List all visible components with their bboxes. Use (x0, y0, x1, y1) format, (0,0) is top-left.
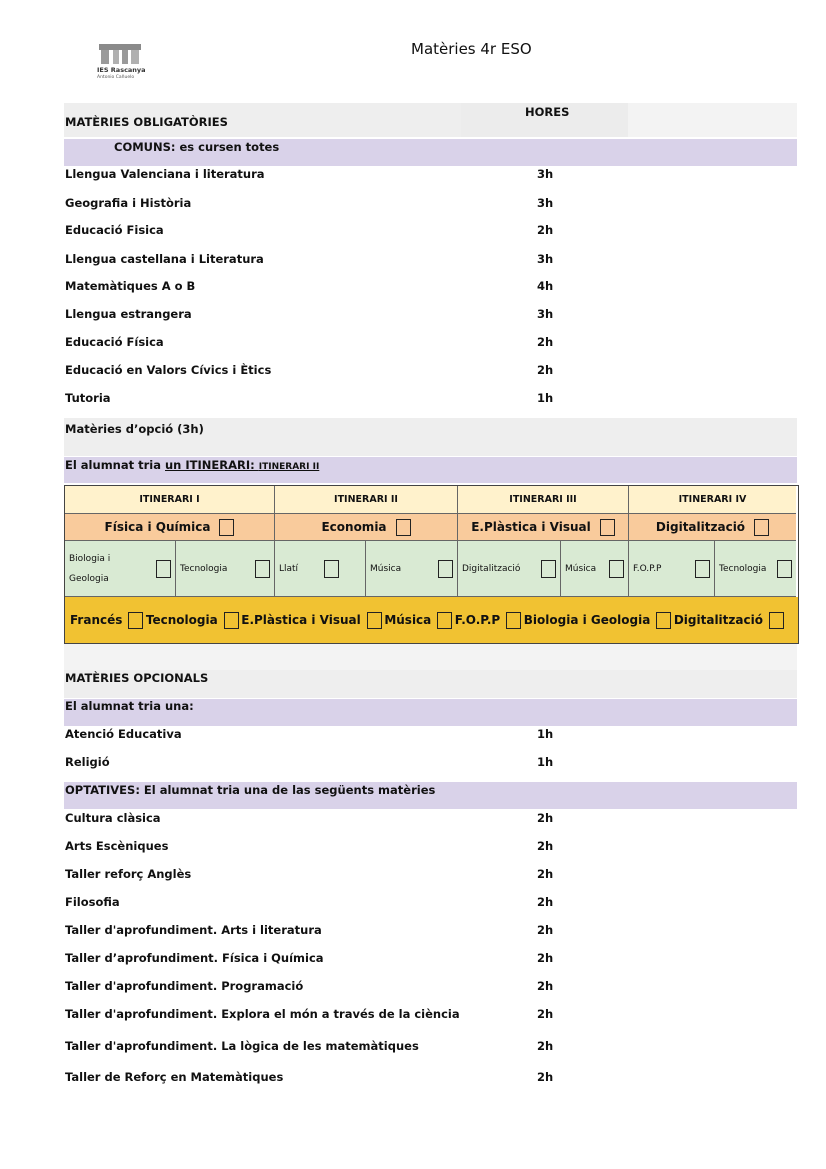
choose-prefix: El alumnat tria (65, 458, 165, 472)
subject-hours: 1h (537, 755, 554, 769)
core-subject-cell[interactable] (458, 514, 629, 541)
optatives-label: OPTATIVES: El alumnat tria una de las següents matèries (65, 783, 436, 797)
pair-subject-cell[interactable] (629, 541, 715, 597)
itinerary-choice-text (65, 458, 319, 472)
subject-hours: 3h (537, 167, 554, 181)
checkbox[interactable] (769, 612, 784, 629)
subject-name: Llengua castellana i Literatura (65, 252, 264, 266)
subject-name: Llengua Valenciana i literatura (65, 167, 265, 181)
logo-text: IES Rascanya (97, 66, 146, 74)
subject-name: Educació Fisica (65, 223, 164, 237)
extra-options-row (65, 597, 798, 643)
core-subject-cell[interactable] (629, 514, 796, 541)
logo-subtext: Antonio Cañuelo (97, 75, 135, 80)
optative-name: Taller d'aprofundiment. Programació (65, 979, 304, 993)
extra-option[interactable] (70, 612, 143, 629)
extra-option[interactable] (384, 612, 452, 629)
pair-subject-label: Música (565, 563, 597, 574)
checkbox[interactable] (506, 612, 521, 629)
checkbox[interactable] (600, 519, 615, 536)
pair-subject-cell[interactable] (561, 541, 629, 597)
school-logo (97, 44, 145, 82)
pair-subject-label: Digitalització (462, 563, 521, 574)
checkbox[interactable] (396, 519, 411, 536)
checkbox[interactable] (777, 560, 792, 578)
extra-option-label: Digitalització (673, 613, 763, 627)
extra-option-label: Música (384, 613, 432, 627)
header-filler (628, 103, 797, 137)
core-subject-cell[interactable] (275, 514, 458, 541)
checkbox[interactable] (656, 612, 671, 629)
optative-name: Arts Escèniques (65, 839, 169, 853)
optative-hours: 2h (537, 811, 554, 825)
subject-name: Tutoria (65, 391, 111, 405)
optional-heading: MATÈRIES OPCIONALS (65, 671, 209, 685)
optative-hours: 2h (537, 951, 554, 965)
itinerary-header: ITINERARI II (275, 486, 458, 514)
optative-name: Taller de Reforç en Matemàtiques (65, 1070, 284, 1084)
optative-hours: 2h (537, 1039, 554, 1053)
extra-option[interactable] (241, 612, 382, 629)
core-subject-cell[interactable] (65, 514, 275, 541)
checkbox[interactable] (128, 612, 143, 629)
optative-hours: 2h (537, 1070, 554, 1084)
itinerary-header: ITINERARI IV (629, 486, 796, 514)
core-subject-label: Digitalització (655, 520, 746, 534)
checkbox[interactable] (219, 519, 234, 536)
common-label: COMUNS: es cursen totes (114, 140, 280, 154)
checkbox[interactable] (156, 560, 171, 578)
subject-name: Matemàtiques A o B (65, 279, 196, 293)
pair-subject-cell[interactable] (458, 541, 561, 597)
pair-subject-cell[interactable] (275, 541, 366, 597)
optative-name: Taller reforç Anglès (65, 867, 192, 881)
subject-name: Educació Física (65, 335, 164, 349)
extra-option[interactable] (674, 612, 784, 629)
optative-name: Cultura clàsica (65, 811, 161, 825)
itinerary-table (64, 485, 799, 644)
pair-subject-label: F.O.P.P (633, 563, 662, 574)
pair-subject-label: Tecnologia (180, 563, 228, 574)
extra-option[interactable] (146, 612, 239, 629)
obligatory-heading: MATÈRIES OBLIGATÒRIES (65, 115, 228, 129)
subject-name: Religió (65, 755, 110, 769)
checkbox[interactable] (541, 560, 556, 578)
checkbox[interactable] (324, 560, 339, 578)
checkbox[interactable] (255, 560, 270, 578)
itinerary-header: ITINERARI III (458, 486, 629, 514)
optative-hours: 2h (537, 867, 554, 881)
spacer-band (64, 644, 797, 670)
pair-subject-cell[interactable] (366, 541, 458, 597)
optative-hours: 2h (537, 895, 554, 909)
checkbox[interactable] (754, 519, 769, 536)
choose-main: un ITINERARI: (165, 458, 259, 472)
optative-hours: 2h (537, 979, 554, 993)
subject-hours: 3h (537, 307, 554, 321)
optative-name: Taller d’aprofundiment. Física i Química (65, 951, 324, 965)
extra-option-label: Francés (70, 613, 123, 627)
optative-hours: 2h (537, 1007, 554, 1021)
optative-name: Filosofia (65, 895, 120, 909)
optative-name: Taller d'aprofundiment. Arts i literatura (65, 923, 322, 937)
checkbox[interactable] (224, 612, 239, 629)
optative-name: Taller d'aprofundiment. Explora el món a través de la ciència (65, 1007, 460, 1021)
checkbox[interactable] (367, 612, 382, 629)
pair-subject-cell[interactable] (715, 541, 796, 597)
pair-subject-cell[interactable] (176, 541, 275, 597)
itinerary-header-row (65, 486, 798, 514)
itinerary-pair-row (65, 541, 798, 597)
subject-hours: 3h (537, 252, 554, 266)
subject-hours: 1h (537, 727, 554, 741)
checkbox[interactable] (695, 560, 710, 578)
options-heading: Matèries d’opció (3h) (65, 422, 204, 436)
checkbox[interactable] (438, 560, 453, 578)
subject-hours: 3h (537, 196, 554, 210)
subject-name: Llengua estrangera (65, 307, 192, 321)
subject-hours: 2h (537, 335, 554, 349)
pair-subject-label: Música (370, 563, 402, 574)
core-subject-label: Física i Química (104, 520, 211, 534)
pair-subject-cell[interactable] (65, 541, 176, 597)
extra-option-label: F.O.P.P (454, 613, 501, 627)
subject-hours: 2h (537, 363, 554, 377)
checkbox[interactable] (609, 560, 624, 578)
pair-subject-label: Llatí (279, 563, 299, 574)
optative-hours: 2h (537, 839, 554, 853)
extra-option-label: E.Plàstica i Visual (241, 613, 361, 627)
logo-mark (99, 44, 141, 64)
selected-itinerary: ITINERARI II (258, 462, 320, 472)
pair-subject-label: Tecnologia (719, 563, 767, 574)
extra-option[interactable] (455, 612, 521, 629)
itinerary-header: ITINERARI I (65, 486, 275, 514)
optative-hours: 2h (537, 923, 554, 937)
hours-heading: HORES (525, 105, 570, 119)
core-subject-label: Economia (321, 520, 387, 534)
extra-option-label: Biologia i Geologia (523, 613, 651, 627)
subject-name: Atenció Educativa (65, 727, 182, 741)
page-title: Matèries 4r ESO (411, 40, 532, 58)
subject-hours: 4h (537, 279, 554, 293)
subject-hours: 2h (537, 223, 554, 237)
subject-name: Educació en Valors Cívics i Ètics (65, 363, 272, 377)
pair-subject-label: Biologia i Geologia (69, 553, 111, 584)
subject-name: Geografia i Història (65, 196, 192, 210)
core-subject-label: E.Plàstica i Visual (471, 520, 591, 534)
optative-name: Taller d'aprofundiment. La lògica de les matemàtiques (65, 1039, 419, 1053)
choose-one-label: El alumnat tria una: (65, 699, 194, 713)
checkbox[interactable] (437, 612, 452, 629)
subject-hours: 1h (537, 391, 554, 405)
extra-option[interactable] (524, 612, 672, 629)
extra-option-label: Tecnologia (145, 613, 218, 627)
itinerary-core-row (65, 514, 798, 541)
